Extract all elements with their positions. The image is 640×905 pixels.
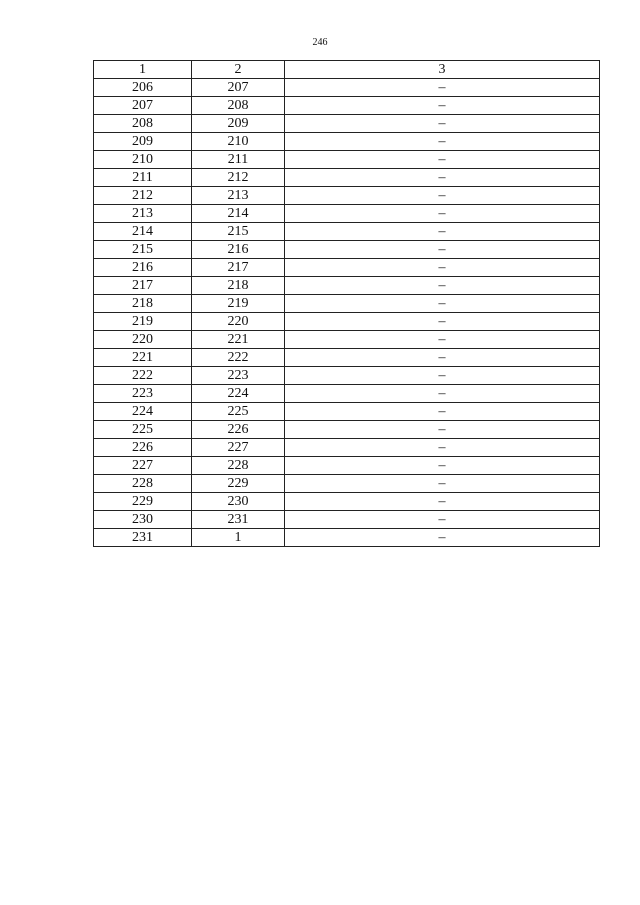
table-cell-col-1: 224 — [94, 403, 192, 421]
table-row — [94, 241, 600, 259]
table-cell-col-3: – — [285, 475, 600, 493]
table-cell-col-3: – — [285, 133, 600, 151]
table-cell-col-1: 230 — [94, 511, 192, 529]
table-cell-col-1: 225 — [94, 421, 192, 439]
table-cell-col-3: – — [285, 493, 600, 511]
table-header-row — [94, 61, 600, 79]
table-cell-col-3: – — [285, 403, 600, 421]
table-body — [94, 79, 600, 547]
table-cell-col-1: 211 — [94, 169, 192, 187]
table-row — [94, 115, 600, 133]
table-cell-col-2: 231 — [192, 511, 285, 529]
table-row — [94, 385, 600, 403]
table-cell-col-1: 212 — [94, 187, 192, 205]
table-cell-col-2: 223 — [192, 367, 285, 385]
table-cell-col-2: 230 — [192, 493, 285, 511]
table-cell-col-1: 215 — [94, 241, 192, 259]
table-cell-col-2: 209 — [192, 115, 285, 133]
table-row — [94, 295, 600, 313]
table-cell-col-2: 216 — [192, 241, 285, 259]
table-cell-col-3: – — [285, 79, 600, 97]
table-cell-col-3: – — [285, 223, 600, 241]
table-cell-col-2: 211 — [192, 151, 285, 169]
table-cell-col-1: 231 — [94, 529, 192, 547]
table-cell-col-2: 212 — [192, 169, 285, 187]
table-cell-col-2: 229 — [192, 475, 285, 493]
table-cell-col-2: 220 — [192, 313, 285, 331]
table-cell-col-3: – — [285, 259, 600, 277]
table-cell-col-3: – — [285, 349, 600, 367]
table-cell-col-3: – — [285, 277, 600, 295]
table-row — [94, 511, 600, 529]
table-row — [94, 223, 600, 241]
table-cell-col-1: 221 — [94, 349, 192, 367]
table-cell-col-3: – — [285, 169, 600, 187]
column-header-2: 2 — [192, 61, 285, 79]
table-cell-col-3: – — [285, 511, 600, 529]
table-cell-col-2: 219 — [192, 295, 285, 313]
table-row — [94, 403, 600, 421]
table-row — [94, 493, 600, 511]
table-cell-col-1: 214 — [94, 223, 192, 241]
table-cell-col-3: – — [285, 331, 600, 349]
table-row — [94, 475, 600, 493]
table-cell-col-1: 213 — [94, 205, 192, 223]
table-row — [94, 97, 600, 115]
page-number: 246 — [312, 37, 328, 48]
table-cell-col-2: 226 — [192, 421, 285, 439]
table-row — [94, 331, 600, 349]
table-row — [94, 79, 600, 97]
table-cell-col-3: – — [285, 115, 600, 133]
column-header-3: 3 — [285, 61, 600, 79]
table-row — [94, 133, 600, 151]
table-cell-col-3: – — [285, 385, 600, 403]
table-cell-col-3: – — [285, 439, 600, 457]
table-row — [94, 439, 600, 457]
table-cell-col-1: 206 — [94, 79, 192, 97]
table-cell-col-2: 218 — [192, 277, 285, 295]
table-row — [94, 367, 600, 385]
table-cell-col-2: 207 — [192, 79, 285, 97]
table-cell-col-3: – — [285, 367, 600, 385]
table-cell-col-2: 217 — [192, 259, 285, 277]
table-cell-col-2: 221 — [192, 331, 285, 349]
table-cell-col-1: 219 — [94, 313, 192, 331]
table-row — [94, 349, 600, 367]
table-cell-col-2: 1 — [192, 529, 285, 547]
table-cell-col-1: 228 — [94, 475, 192, 493]
table-header — [94, 61, 600, 79]
table-cell-col-1: 227 — [94, 457, 192, 475]
table-cell-col-2: 215 — [192, 223, 285, 241]
table-row — [94, 151, 600, 169]
table-cell-col-2: 214 — [192, 205, 285, 223]
table-row — [94, 313, 600, 331]
table-cell-col-1: 218 — [94, 295, 192, 313]
coordinates-table — [93, 60, 600, 547]
table-cell-col-1: 210 — [94, 151, 192, 169]
table-cell-col-2: 227 — [192, 439, 285, 457]
table-row — [94, 277, 600, 295]
table-cell-col-1: 217 — [94, 277, 192, 295]
table-cell-col-2: 210 — [192, 133, 285, 151]
table-cell-col-1: 223 — [94, 385, 192, 403]
table-cell-col-3: – — [285, 151, 600, 169]
table-cell-col-1: 209 — [94, 133, 192, 151]
table-cell-col-3: – — [285, 457, 600, 475]
table-row — [94, 259, 600, 277]
table-cell-col-1: 220 — [94, 331, 192, 349]
table-cell-col-2: 224 — [192, 385, 285, 403]
table-cell-col-3: – — [285, 241, 600, 259]
table-cell-col-1: 216 — [94, 259, 192, 277]
table-cell-col-2: 208 — [192, 97, 285, 115]
table-row — [94, 529, 600, 547]
table-cell-col-3: – — [285, 295, 600, 313]
table-cell-col-3: – — [285, 313, 600, 331]
table-cell-col-1: 208 — [94, 115, 192, 133]
table-cell-col-1: 222 — [94, 367, 192, 385]
table-cell-col-2: 228 — [192, 457, 285, 475]
table-cell-col-3: – — [285, 421, 600, 439]
table-row — [94, 169, 600, 187]
table-cell-col-3: – — [285, 205, 600, 223]
table-cell-col-2: 213 — [192, 187, 285, 205]
table-cell-col-3: – — [285, 187, 600, 205]
table-row — [94, 187, 600, 205]
table-cell-col-1: 207 — [94, 97, 192, 115]
column-header-1: 1 — [94, 61, 192, 79]
table-row — [94, 457, 600, 475]
table-cell-col-2: 222 — [192, 349, 285, 367]
table-cell-col-3: – — [285, 529, 600, 547]
table-cell-col-2: 225 — [192, 403, 285, 421]
table-row — [94, 421, 600, 439]
table-row — [94, 205, 600, 223]
table-cell-col-1: 226 — [94, 439, 192, 457]
table-cell-col-3: – — [285, 97, 600, 115]
table-cell-col-1: 229 — [94, 493, 192, 511]
